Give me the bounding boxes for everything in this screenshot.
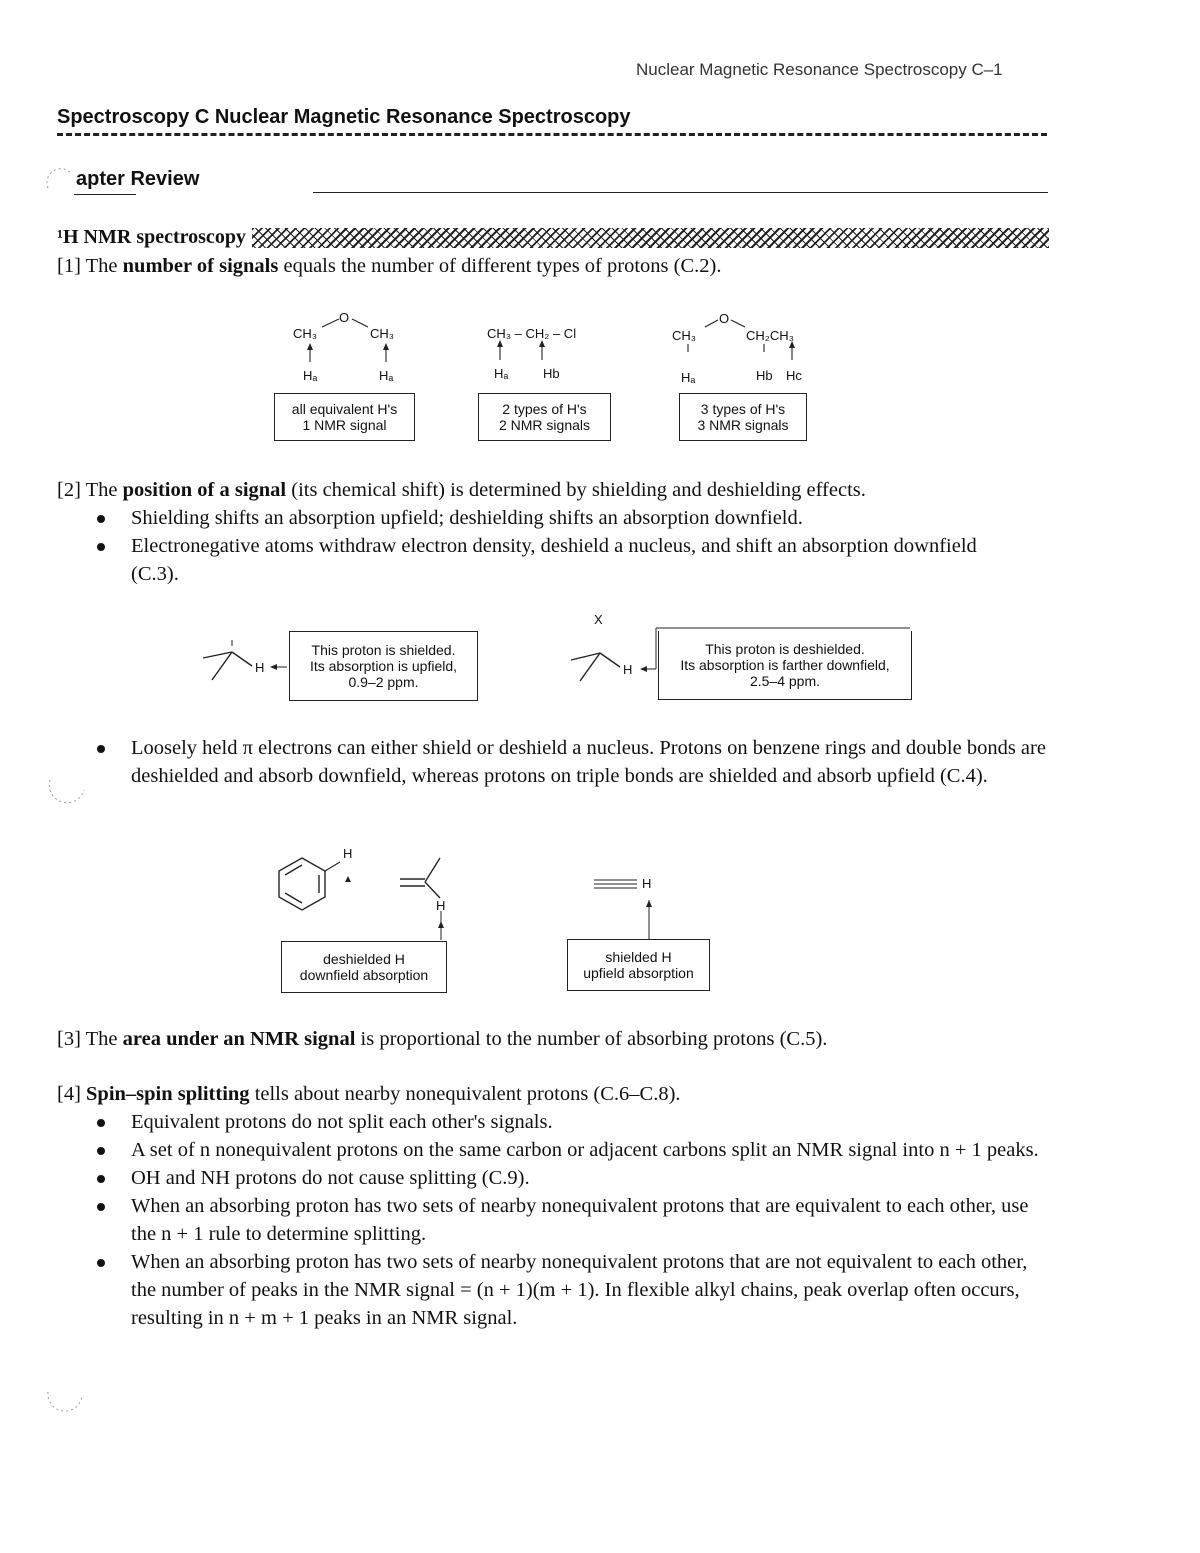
- section-heading: ¹H NMR spectroscopy: [57, 226, 252, 248]
- shielded-box-line2: Its absorption is upfield,: [309, 658, 458, 674]
- m1-ha: Hₐ: [303, 368, 318, 383]
- deshielded-h: H: [623, 662, 633, 677]
- shielded-box-line3: 0.9–2 ppm.: [348, 674, 419, 690]
- page-title: Spectroscopy C Nuclear Magnetic Resonance Spectroscopy: [57, 106, 631, 128]
- p3-num: [3] The: [57, 1028, 123, 1050]
- m2-hb: Hb: [543, 366, 560, 381]
- m3-oxygen: O: [719, 311, 730, 326]
- p2-bullet-3: Loosely held π electrons can either shield or deshield a nucleus. Protons on benzene rings and double bonds are deshielded and absorb downfield, whereas protons on triple bonds are shielded and absorb upfield (C.4).: [57, 734, 1057, 790]
- p2-num: [2] The: [57, 479, 123, 501]
- m3-left-group: CH₃: [672, 328, 697, 343]
- deshielded-h-box-line2: downfield absorption: [299, 967, 429, 983]
- benzene-h: H: [343, 846, 353, 861]
- m2-box-line1: 2 types of H's: [502, 401, 587, 417]
- deshielded-box-line1: This proton is deshielded.: [705, 641, 865, 657]
- m2-box-line2: 2 NMR signals: [498, 417, 591, 433]
- shielded-h: H: [255, 660, 265, 675]
- p3-bold: area under an NMR signal: [122, 1028, 356, 1050]
- m3-ha: Hₐ: [681, 370, 696, 385]
- alkene-h: H: [436, 898, 446, 913]
- m1-right-group: CH₃: [370, 326, 395, 341]
- running-head: Nuclear Magnetic Resonance Spectroscopy C–1: [636, 60, 1003, 79]
- m2-ha: Hₐ: [494, 366, 509, 381]
- p2-rest: (its chemical shift) is determined by shielding and deshielding effects.: [286, 479, 866, 501]
- p2-bullet-2: Electronegative atoms withdraw electron density, deshield a nucleus, and shift an absorption downfield (C.3).: [57, 532, 1017, 588]
- p1-bold: number of signals: [122, 255, 279, 277]
- alkyne-h: H: [642, 876, 652, 891]
- p4-bullet-2: A set of n nonequivalent protons on the same carbon or adjacent carbons split an NMR signal into n + 1 peaks.: [57, 1136, 1042, 1164]
- m1-left-group: CH₃: [293, 326, 318, 341]
- p1-num: [1] The: [57, 255, 123, 277]
- m1-oxygen: O: [339, 310, 350, 325]
- m2-formula: CH₃ – CH₂ – Cl: [487, 326, 577, 341]
- p3-rest: is proportional to the number of absorbing protons (C.5).: [355, 1028, 828, 1050]
- x-atom: X: [594, 612, 603, 627]
- m3-hb: Hb: [756, 368, 773, 383]
- p4-num: [4]: [57, 1083, 87, 1105]
- shielded-h-box-line2: upfield absorption: [583, 965, 694, 981]
- chapter-review-heading: apter Review: [76, 168, 200, 190]
- deshielded-h-box-line1: deshielded H: [323, 951, 405, 967]
- p2-bullet-1: Shielding shifts an absorption upfield; deshielding shifts an absorption downfield.: [57, 504, 1017, 532]
- p1-rest: equals the number of different types of protons (C.2).: [278, 255, 722, 277]
- m3-right-group: CH₂CH₃: [746, 328, 794, 343]
- m3-box-line2: 3 NMR signals: [697, 417, 789, 433]
- p2-bold: position of a signal: [122, 479, 287, 501]
- deshielded-box-line2: Its absorption is farther downfield,: [680, 657, 890, 673]
- p4-bullet-1: Equivalent protons do not split each other's signals.: [57, 1108, 1042, 1136]
- m1-hb: Hₐ: [379, 368, 394, 383]
- p4-bullet-4: When an absorbing proton has two sets of nearby nonequivalent protons that are equivalent to each other, use the n + 1 rule to determine splitting.: [57, 1192, 1042, 1248]
- p4-rest: tells about nearby nonequivalent protons (C.6–C.8).: [249, 1083, 681, 1105]
- p4-bullet-3: OH and NH protons do not cause splitting (C.9).: [57, 1164, 1042, 1192]
- p4-bullet-5: When an absorbing proton has two sets of nearby nonequivalent protons that are not equivalent to each other, the number of peaks in the NMR signal = (n + 1)(m + 1). In flexible alkyl chains, peak overlap often occurs, resulting in n + m + 1 peaks in an NMR signal.: [57, 1248, 1042, 1332]
- m1-box-line1: all equivalent H's: [291, 401, 398, 417]
- p4-bold: Spin–spin splitting: [86, 1083, 250, 1105]
- shielded-box-line1: This proton is shielded.: [311, 642, 456, 658]
- m3-box-line1: 3 types of H's: [700, 401, 786, 417]
- shielded-h-box-line1: shielded H: [605, 949, 672, 965]
- deshielded-box-line3: 2.5–4 ppm.: [749, 673, 821, 689]
- m3-hc: Hc: [786, 368, 802, 383]
- m1-box-line2: 1 NMR signal: [302, 417, 387, 433]
